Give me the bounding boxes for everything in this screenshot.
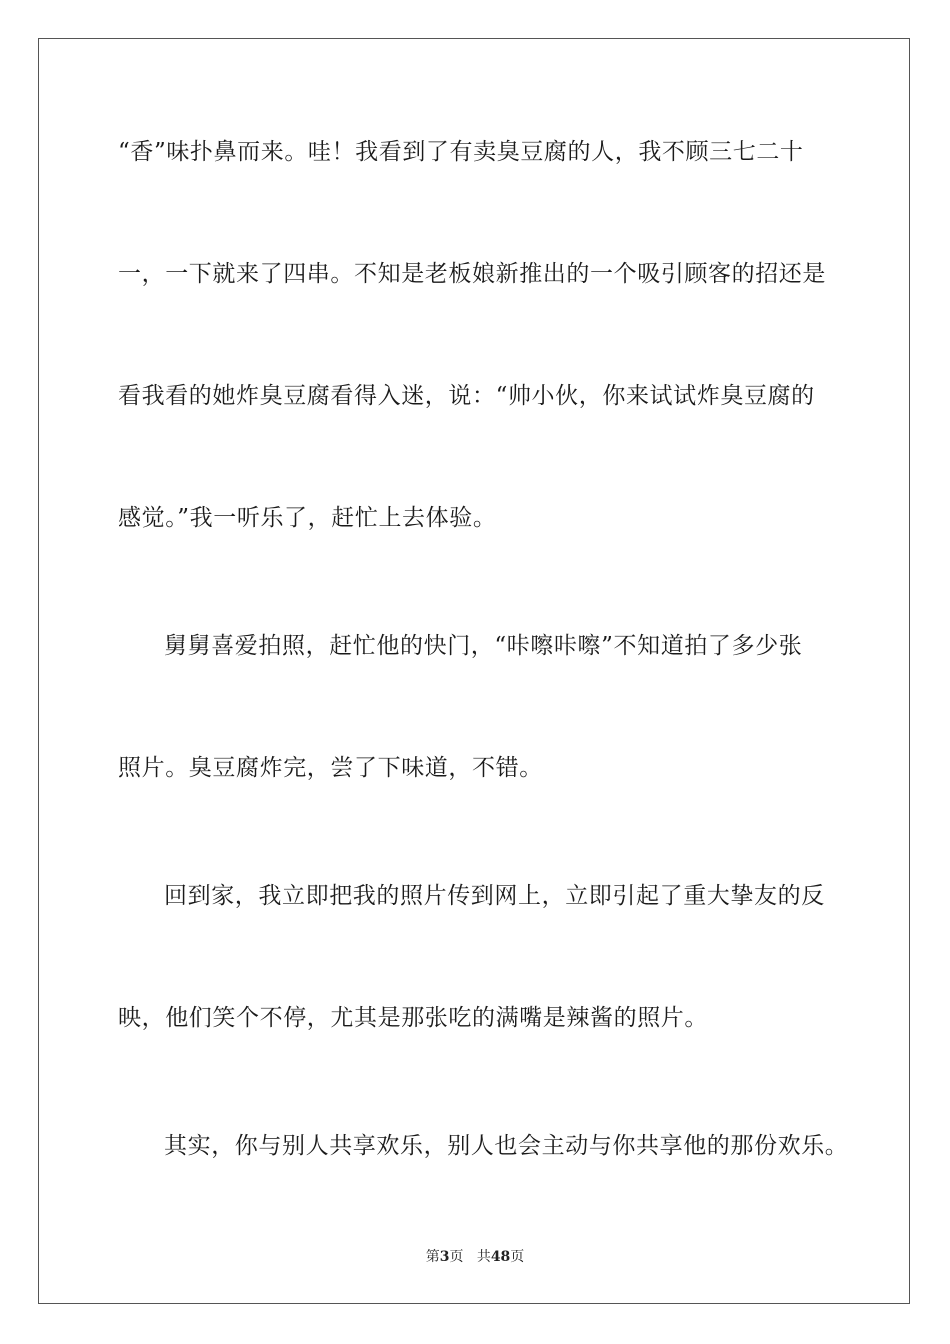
text-line: 回到家，我立即把我的照片传到网上，立即引起了重大挚友的反 (164, 883, 825, 909)
text-line: “香”味扑鼻而来。哇！我看到了有卖臭豆腐的人，我不顾三七二十 (118, 139, 804, 165)
text-line: 感觉。”我一听乐了，赶忙上去体验。 (118, 505, 497, 531)
text-line: 看我看的她炸臭豆腐看得入迷，说：“帅小伙，你来试试炸臭豆腐的 (118, 383, 815, 409)
page-footer (0, 1248, 950, 1266)
text-line: 照片。臭豆腐炸完，尝了下味道，不错。 (118, 755, 543, 781)
text-line: 其实，你与别人共享欢乐，别人也会主动与你共享他的那份欢乐。 (164, 1133, 849, 1159)
text-line: 舅舅喜爱拍照，赶忙他的快门，“咔嚓咔嚓”不知道拍了多少张 (164, 633, 803, 659)
page-frame (38, 38, 910, 1304)
total-pages: 48 (490, 1249, 511, 1265)
total-suffix: 页 (510, 1249, 525, 1265)
page-number: 3 (439, 1249, 450, 1265)
total-prefix: 共 (476, 1249, 491, 1265)
page-prefix: 第 (425, 1249, 440, 1265)
text-line: 一，一下就来了四串。不知是老板娘新推出的一个吸引顾客的招还是 (118, 261, 826, 287)
text-line: 映，他们笑个不停，尤其是那张吃的满嘴是辣酱的照片。 (118, 1005, 708, 1031)
page-suffix: 页 (449, 1249, 464, 1265)
